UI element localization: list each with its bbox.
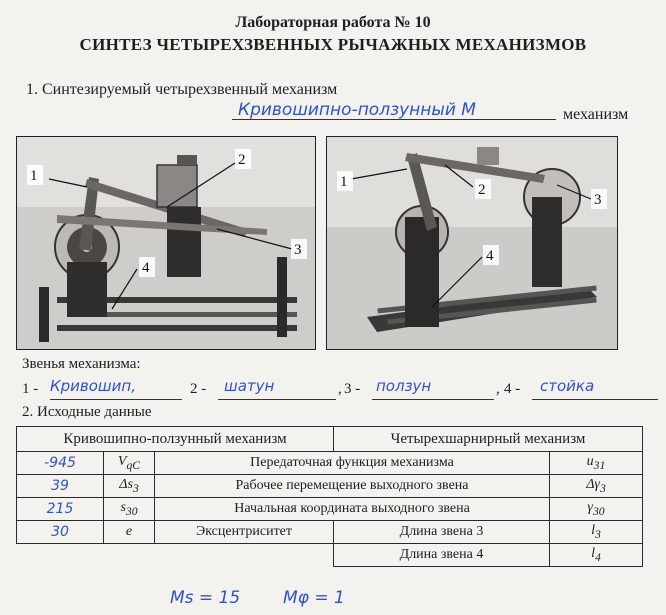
link-item-4 — [504, 377, 595, 398]
link-number: 2 - — [190, 381, 207, 397]
link-number: 3 - — [344, 381, 361, 397]
mechanism-suffix: механизм — [563, 106, 629, 123]
param-cell: $\gamma_{30}$ — [550, 498, 643, 521]
table-row — [17, 475, 643, 498]
callout-1: 1 — [340, 174, 348, 190]
link-value: ползун — [376, 377, 432, 395]
link-value: Кривошип, — [50, 377, 136, 395]
description-cell: Длина звена 3 — [334, 521, 550, 544]
section1-label: 1. Синтезируемый четырехзвенный механизм — [26, 81, 338, 98]
symbol-cell: $V_{qC}$ — [104, 452, 155, 475]
link-item-2 — [190, 377, 342, 398]
callout-3: 3 — [294, 242, 302, 258]
photo-four-bar — [326, 136, 618, 350]
symbol-cell: e — [104, 521, 155, 544]
callout-4: 4 — [486, 248, 494, 264]
links-label: Звенья механизма: — [22, 356, 141, 372]
answer-line — [232, 119, 556, 120]
table-row — [17, 452, 643, 475]
description-cell: Начальная координата выходного звена — [155, 498, 550, 521]
callout-2: 2 — [478, 182, 486, 198]
link-item-1 — [22, 377, 136, 398]
table-row — [17, 521, 643, 544]
slider-crank-illustration — [17, 137, 315, 349]
description-cell: Рабочее перемещение выходного звена — [155, 475, 550, 498]
table-row — [17, 544, 643, 567]
value-cell: 39 — [17, 475, 104, 498]
link-item-3 — [344, 377, 500, 398]
callout-3: 3 — [594, 192, 602, 208]
callout-2: 2 — [238, 152, 246, 168]
callout-1: 1 — [30, 168, 38, 184]
lab-title: Лабораторная работа № 10 — [235, 14, 431, 31]
lab-subtitle: СИНТЕЗ ЧЕТЫРЕХЗВЕННЫХ РЫЧАЖНЫХ МЕХАНИЗМОВ — [79, 35, 587, 54]
left-header: Кривошипно-ползунный механизм — [17, 427, 334, 452]
description-cell: Передаточная функция механизма — [155, 452, 550, 475]
section2-label: 2. Исходные данные — [22, 404, 152, 420]
value-cell: 30 — [17, 521, 104, 544]
link-number: 4 - — [504, 381, 521, 397]
link-value: шатун — [224, 377, 275, 395]
callout-4: 4 — [142, 260, 150, 276]
ms-value: Мs = 15 — [170, 588, 241, 608]
symbol-cell: $s_{30}$ — [104, 498, 155, 521]
description-cell: Эксцентриситет — [155, 521, 334, 544]
param-cell: $l_3$ — [550, 521, 643, 544]
photo-slider-crank — [16, 136, 316, 350]
links-row — [22, 377, 642, 403]
value-cell: -945 — [17, 452, 104, 475]
source-data-table — [16, 426, 643, 567]
param-cell: $u_{31}$ — [550, 452, 643, 475]
four-bar-illustration — [327, 137, 617, 349]
link-number: 1 - — [22, 381, 39, 397]
right-header: Четырехшарнирный механизм — [334, 427, 643, 452]
mphi-value: Мφ = 1 — [283, 588, 345, 608]
table-header-row — [17, 427, 643, 452]
description-cell: Длина звена 4 — [334, 544, 550, 567]
link-separator: , — [496, 381, 500, 397]
param-cell: $l_4$ — [550, 544, 643, 567]
param-cell: $\Delta\gamma_3$ — [550, 475, 643, 498]
link-value: стойка — [540, 377, 595, 395]
link-separator: , — [338, 381, 342, 397]
table-row — [17, 498, 643, 521]
symbol-cell: $\Delta s_3$ — [104, 475, 155, 498]
mechanism-handwritten: Кривошипно-ползунный М — [238, 100, 476, 120]
footer-handwritten — [170, 588, 345, 608]
value-cell: 215 — [17, 498, 104, 521]
